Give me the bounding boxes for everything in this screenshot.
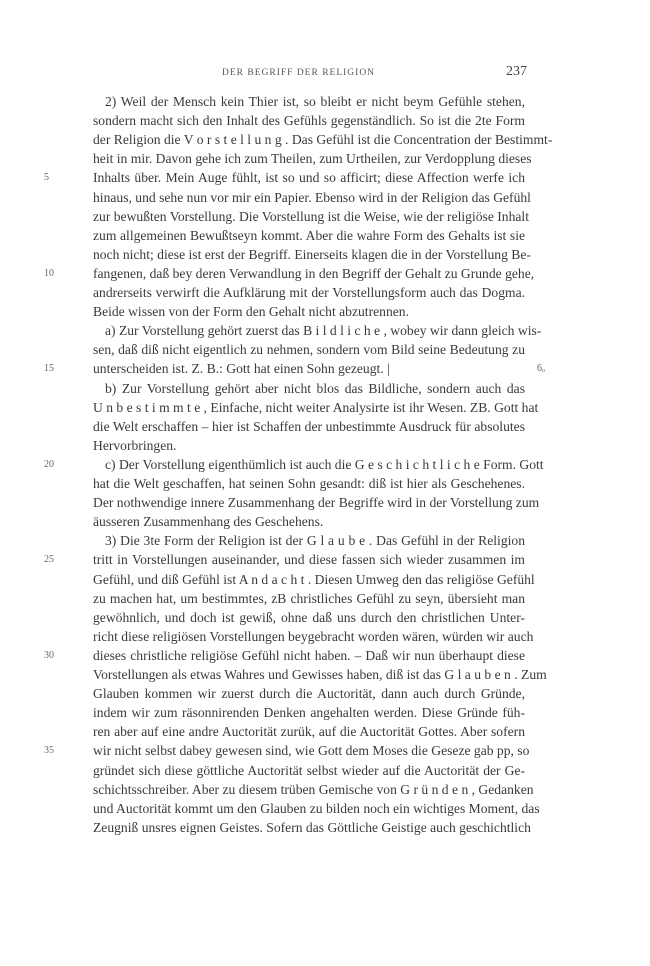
running-head-title: DER BEGRIFF DER RELIGION bbox=[222, 68, 376, 78]
text-line: ren aber auf eine andre Auctorität zurük, auf die Auctorität Gottes. Aber sofern bbox=[93, 724, 525, 740]
text-line: unterscheiden ist. Z. B.: Gott hat einen Sohn gezeugt. | bbox=[93, 361, 390, 377]
text-line: zum allgemeinen Bewußtseyn kommt. Aber die wahre Form des Gehalts ist sie bbox=[93, 227, 525, 243]
line-number: 30 bbox=[44, 649, 54, 661]
text-line: a) Zur Vorstellung gehört zuerst das B i l d l i c h e , wobey wir dann gleich wis- bbox=[105, 323, 542, 339]
text-line: Gefühl, und diß Gefühl ist A n d a c h t . Diesen Umweg den das religiöse Gefühl bbox=[93, 571, 535, 587]
text-line: sondern macht sich den Inhalt des Gefühls gegenständlich. So ist die 2te Form bbox=[93, 113, 525, 129]
line-number: 10 bbox=[44, 267, 54, 279]
text-line: indem wir zum räsonnirenden Denken angehalten werden. Diese Gründe füh- bbox=[93, 705, 525, 721]
text-line: dieses christliche religiöse Gefühl nicht haben. – Daß wir nun überhaupt diese bbox=[93, 647, 525, 663]
text-line: U n b e s t i m m t e , Einfache, nicht weiter Analysirte ist ihr Wesen. ZB. Gott hat bbox=[93, 399, 539, 415]
line-number: 15 bbox=[44, 363, 54, 375]
line-number: 5 bbox=[44, 172, 49, 184]
text-line: zu machen hat, um bestimmtes, zB christliches Gefühl zu seyn, übersieht man bbox=[93, 590, 525, 606]
text-line: fangenen, daß bey deren Verwandlung in den Begriff der Gehalt zu Grunde gehe, bbox=[93, 265, 535, 281]
text-line: Der nothwendige innere Zusammenhang der Begriffe wird in der Vorstellung zum bbox=[93, 495, 540, 511]
text-line: sen, daß diß nicht eigentlich zu nehmen, sondern vom Bild seine Bedeutung zu bbox=[93, 342, 525, 358]
text-line: heit in mir. Davon gehe ich zum Theilen, zum Urtheilen, zur Verdopplung dieses bbox=[93, 151, 532, 167]
text-line: Vorstellungen als etwas Wahres und Gewisses haben, diß ist das G l a u b e n . Zum bbox=[93, 667, 547, 682]
text-line: b) Zur Vorstellung gehört aber nicht blos das Bildliche, sondern auch das bbox=[105, 380, 525, 396]
text-line: noch nicht; diese ist erst der Begriff. Einerseits klagen die in der Vorstellung Be- bbox=[93, 246, 531, 262]
text-line: Glauben kommen wir zuerst durch die Auctorität, dann auch durch Gründe, bbox=[93, 686, 525, 702]
text-line: Beide wissen von der Form den Gehalt nicht abzutrennen. bbox=[93, 304, 409, 320]
text-line: zur bewußten Vorstellung. Die Vorstellung ist die Weise, wie der religiöse Inhalt bbox=[93, 208, 529, 224]
text-line: Inhalts über. Mein Auge fühlt, ist so und so afficirt; diese Affection werfe ich bbox=[93, 170, 525, 186]
text-line: der Religion die V o r s t e l l u n g . Das Gefühl ist die Concentration der Bestimmt- bbox=[93, 132, 553, 148]
text-line: wir nicht selbst dabey gewesen sind, wie Gott dem Moses die Geseze gab pp, so bbox=[93, 743, 530, 759]
margin-note: 6ₒ bbox=[537, 363, 545, 375]
text-line: gewöhnlich, und doch ist gewiß, ohne daß uns durch den christlichen Unter- bbox=[93, 609, 525, 625]
text-line: c) Der Vorstellung eigenthümlich ist auch die G e s c h i c h t l i c h e Form. Gott bbox=[105, 456, 544, 472]
text-line: tritt in Vorstellungen auseinander, und diese fassen sich wieder zusammen im bbox=[93, 552, 525, 568]
text-line: die Welt erschaffen – hier ist Schaffen der unbestimmte Ausdruck für absolutes bbox=[93, 418, 525, 434]
text-line: 2) Weil der Mensch kein Thier ist, so bleibt er nicht beym Gefühle stehen, bbox=[105, 94, 525, 109]
running-head bbox=[0, 66, 650, 82]
text-line: und Auctorität kommt um den Glauben zu bilden noch ein wichtiges Moment, das bbox=[93, 800, 540, 816]
page-number: 237 bbox=[506, 64, 527, 79]
text-line: hat die Welt geschaffen, hat seinen Sohn gesandt: diß ist hier als Geschehenes. bbox=[93, 476, 525, 491]
text-line: schichtsschreiber. Aber zu diesem trüben Gemische von G r ü n d e n , Gedanken bbox=[93, 781, 534, 797]
line-number: 25 bbox=[44, 554, 54, 566]
line-number: 20 bbox=[44, 458, 54, 470]
text-line: richt diese religiösen Vorstellungen beygebracht worden wären, würden wir auch bbox=[93, 628, 534, 644]
text-line: Hervorbringen. bbox=[93, 437, 177, 453]
text-line: andrerseits verwirft die Aufklärung mit der Vorstellungsform auch das Dogma. bbox=[93, 285, 525, 300]
text-line: hinaus, und sehe nun vor mir ein Papier. Ebenso wird in der Religion das Gefühl bbox=[93, 189, 531, 205]
text-line: Zeugniß unsres eignen Geistes. Sofern das Göttliche Geistige auch geschichtlich bbox=[93, 819, 531, 835]
text-line: gründet sich diese göttliche Auctorität selbst wieder auf die Auctorität der Ge- bbox=[93, 762, 525, 778]
text-line: 3) Die 3te Form der Religion ist der G l a u b e . Das Gefühl in der Religion bbox=[105, 533, 525, 549]
line-number: 35 bbox=[44, 745, 54, 757]
text-line: äusseren Zusammenhang des Geschehens. bbox=[93, 514, 324, 530]
